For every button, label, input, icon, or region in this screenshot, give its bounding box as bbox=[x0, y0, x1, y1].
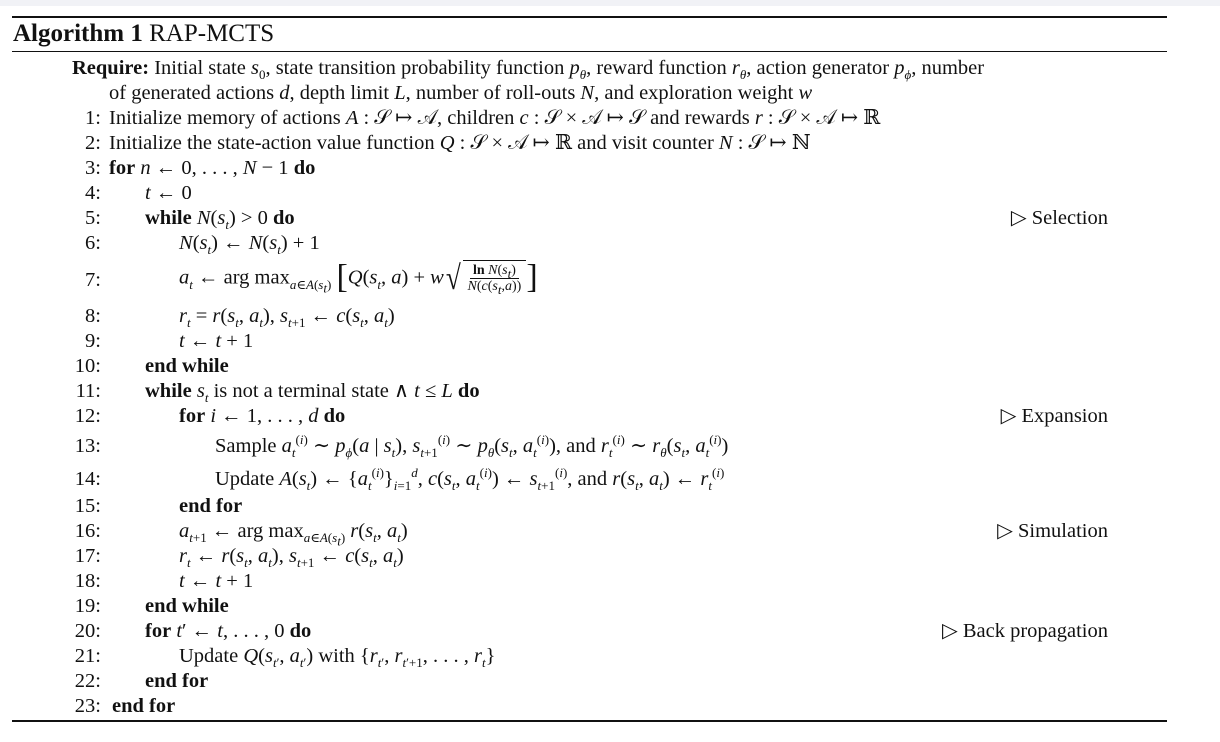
line-number: 2: bbox=[85, 132, 101, 154]
title-rule bbox=[12, 51, 1167, 52]
step-text: Sample $a_t^{(i)}$ ∼ $p_\phi(a$ | $s_t$), $s_{t+1}^{(i)}$ ∼ $p_\theta(s_t$, $a_t^{(i)}$), and $r_t^{(i)}$ ∼ $r_\theta(s_t$, $a_t^{(i)}$) bbox=[215, 432, 729, 461]
step-11 bbox=[0, 379, 1220, 404]
line-number: 15: bbox=[74, 495, 101, 517]
bottom-rule bbox=[12, 720, 1167, 722]
step-20 bbox=[0, 619, 1220, 644]
line-number: 1: bbox=[85, 107, 101, 129]
step-10 bbox=[0, 354, 1220, 379]
line-number: 19: bbox=[74, 595, 101, 617]
step-text: t ← t + 1 bbox=[179, 330, 254, 352]
line-number: 11: bbox=[75, 380, 101, 402]
step-text: $a_{t+1}$ ← arg $\max_{a\in A(s_t)} r(s_t$, $a_t$) bbox=[179, 520, 408, 549]
step-1 bbox=[0, 106, 1220, 131]
line-number: 22: bbox=[74, 670, 101, 692]
step-text: t ← 0 bbox=[145, 182, 192, 204]
line-number: 13: bbox=[74, 435, 101, 457]
step-7 bbox=[0, 258, 1220, 297]
step-19 bbox=[0, 594, 1220, 619]
step-text: end for bbox=[112, 695, 176, 717]
step-comment: ▷ Back propagation bbox=[941, 620, 1108, 642]
step-text: $a_t$ ← arg $\max_{a\in A(s_t)} [Q(s_t$, a) + w √ $\frac{\ln N(s_t)}{N(c(s_t,a))}$ ] bbox=[179, 258, 538, 297]
step-22 bbox=[0, 669, 1220, 694]
step-6 bbox=[0, 231, 1220, 256]
require-line-1: Require: Initial state $s_0$, state transition probability function $p_\theta$, reward function $r_\theta$, action generator $p_\phi$, number bbox=[72, 57, 985, 83]
step-comment: ▷ Expansion bbox=[1000, 405, 1108, 427]
step-16 bbox=[0, 519, 1220, 549]
line-number: 18: bbox=[74, 570, 101, 592]
step-text: Initialize the state-action value function Q : 𝒮 × 𝒜 ↦ ℝ and visit counter N : 𝒮 ↦ ℕ bbox=[109, 132, 811, 154]
step-text: Update $A(s_t)$ ← $\{a_t^{(i)}\}_{i=1}^d$, $c(s_t$, $a_t^{(i)}$) ← $s_{t+1}^{(i)}$, and $r(s_t$, $a_t$) ← $r_t^{(i)}$ bbox=[215, 465, 725, 494]
step-14 bbox=[0, 467, 1220, 492]
step-comment: ▷ Selection bbox=[1010, 207, 1108, 229]
step-15 bbox=[0, 494, 1220, 519]
line-number: 3: bbox=[85, 157, 101, 179]
line-number: 20: bbox=[74, 620, 101, 642]
step-3 bbox=[0, 156, 1220, 181]
step-9 bbox=[0, 329, 1220, 354]
line-number: 16: bbox=[74, 520, 101, 542]
line-number: 14: bbox=[74, 468, 101, 490]
step-5 bbox=[0, 206, 1220, 231]
step-text: end while bbox=[145, 355, 229, 377]
require-block bbox=[72, 56, 1117, 106]
line-number: 5: bbox=[85, 207, 101, 229]
step-text: end while bbox=[145, 595, 229, 617]
require-line-2: of generated actions d, depth limit L, number of roll-outs N, and exploration weight w bbox=[109, 82, 813, 104]
step-23 bbox=[0, 694, 1220, 719]
step-text: end for bbox=[179, 495, 243, 517]
step-17 bbox=[0, 544, 1220, 569]
algorithm-name: RAP-MCTS bbox=[149, 20, 275, 47]
step-text: end for bbox=[145, 670, 209, 692]
step-comment: ▷ Simulation bbox=[997, 520, 1108, 542]
step-text: for i ← 1, . . . , d do bbox=[179, 405, 346, 427]
line-number: 17: bbox=[74, 545, 101, 567]
require-keyword: Require: bbox=[72, 57, 150, 79]
step-text: while $N(s_t) > 0$ do bbox=[145, 207, 295, 233]
step-text: for n ← 0, . . . , N − 1 do bbox=[109, 157, 316, 179]
line-number: 7: bbox=[85, 269, 101, 291]
step-text: t ← t + 1 bbox=[179, 570, 254, 592]
step-21 bbox=[0, 644, 1220, 669]
line-number: 12: bbox=[74, 405, 101, 427]
step-text: for t′ ← t, . . . , 0 do bbox=[145, 620, 312, 642]
step-12 bbox=[0, 404, 1220, 429]
step-text: Initialize memory of actions A : 𝒮 ↦ 𝒜, children c : 𝒮 × 𝒜 ↦ 𝒮 and rewards r : 𝒮 × 𝒜 ↦ ℝ bbox=[109, 107, 881, 129]
step-4 bbox=[0, 181, 1220, 206]
step-text: Update $Q(s_{t'}$, $a_{t'}$) with {$r_{t'}$, $r_{t'+1}$, . . . , $r_t$} bbox=[179, 645, 496, 671]
line-number: 9: bbox=[85, 330, 101, 352]
line-number: 6: bbox=[85, 232, 101, 254]
line-number: 8: bbox=[85, 305, 101, 327]
line-number: 21: bbox=[74, 645, 101, 667]
step-text: $r_t = r(s_t$, $a_t$), $s_{t+1}$ ← $c(s_t$, $a_t$) bbox=[179, 305, 395, 331]
step-13 bbox=[0, 434, 1220, 459]
step-text: $N(s_t)$ ← $N(s_t) + 1$ bbox=[179, 232, 320, 258]
step-8 bbox=[0, 304, 1220, 329]
step-text: $r_t$ ← $r(s_t$, $a_t$), $s_{t+1}$ ← $c(s_t$, $a_t$) bbox=[179, 545, 404, 571]
top-strip bbox=[0, 0, 1220, 6]
step-text: while $s_t$ is not a terminal state ∧ t ≤ L do bbox=[145, 380, 480, 406]
line-number: 4: bbox=[85, 182, 101, 204]
step-18 bbox=[0, 569, 1220, 594]
line-number: 10: bbox=[74, 355, 101, 377]
line-number: 23: bbox=[74, 695, 101, 717]
algorithm-title bbox=[13, 18, 274, 50]
algorithm-label: Algorithm 1 bbox=[13, 20, 143, 47]
step-2 bbox=[0, 131, 1220, 156]
